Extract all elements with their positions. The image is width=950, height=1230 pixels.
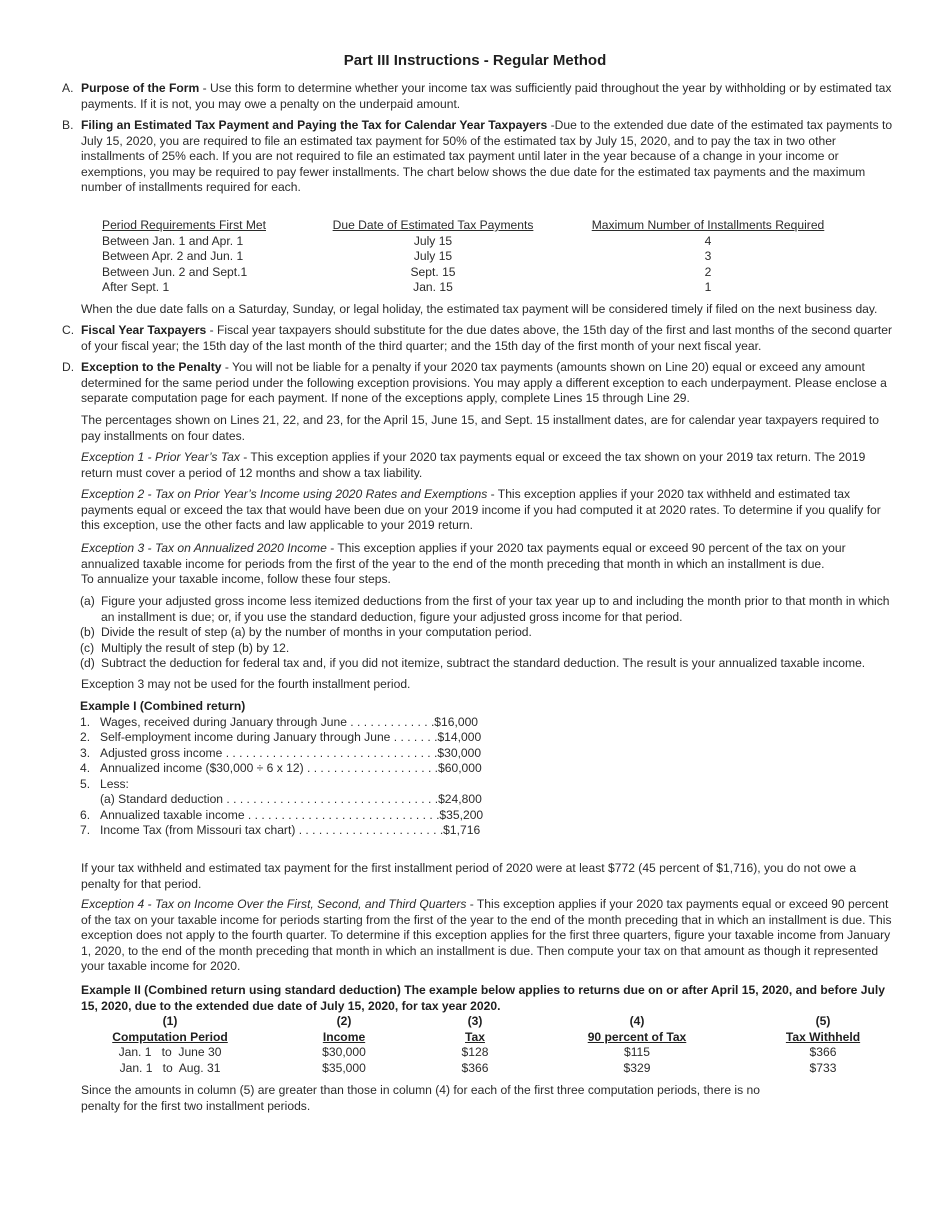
exception-4-text: - This exception applies if your 2020 tax payments equal or exceed 90 percent of the tax on your taxable income for periods starting from the first of the year to the end of the month preceding that in which an installment is due. This exception does not apply to the fourth quarter. To determine if this exception applies for the first three quarters, figure your taxable income from January 1, 2020, to the end of the month preceding that month in which an installment is due. Then compute your tax on that amount as though it represented your taxable income for 2020. (81, 897, 892, 973)
section-c-label: C. (62, 323, 75, 337)
table-row (80, 1061, 880, 1077)
table-cell: 3 (704, 249, 712, 263)
example-1-note: If your tax withheld and estimated tax payment for the first installment period of 2020 were at least $772 (45 percent of $1,716), you do not owe a penalty for that period. (81, 861, 857, 891)
section-d-heading: Exception to the Penalty (81, 360, 222, 374)
table-cell: Jan. 1 to Aug. 31 (119, 1060, 221, 1075)
table-cell: Between Jun. 2 and Sept.1 (102, 264, 248, 279)
list-item (80, 625, 894, 641)
annualize-steps (80, 594, 894, 672)
table-header-row (102, 218, 862, 234)
line-text: (a) Standard deduction . . . . . . . . . . . . . . . . . . . . . . . . . . . . . . . .$24,800 (100, 792, 482, 806)
table-cell: $329 (623, 1060, 651, 1075)
column-number: (3) (467, 1014, 483, 1028)
list-item (80, 746, 520, 762)
list-item (80, 715, 520, 731)
line-text: Annualized taxable income . . . . . . . . . . . . . . . . . . . . . . . . . . . . .$35,200 (100, 807, 484, 822)
page-title: Part III Instructions - Regular Method (343, 52, 607, 69)
line-text: Adjusted gross income . . . . . . . . . . . . . . . . . . . . . . . . . . . . . . . .$30,000 (100, 745, 482, 760)
step-label: (c) (80, 640, 95, 655)
step-label: (b) (80, 625, 95, 639)
line-text: Wages, received during January through June . . . . . . . . . . . . .$16,000 (100, 714, 479, 729)
table-cell: July 15 (413, 233, 453, 248)
table-row (102, 249, 862, 265)
example-2-title (81, 983, 894, 1014)
exception-3-steps-intro: To annualize your taxable income, follow these four steps. (81, 572, 391, 586)
exception-3 (81, 541, 894, 588)
line-number: 6. (80, 807, 91, 822)
line-text: Income Tax (from Missouri tax chart) . . . . . . . . . . . . . . . . . . . . . .$1,716 (100, 823, 481, 837)
line-number: 7. (80, 823, 91, 837)
step-label: (a) (80, 594, 95, 608)
line-text: Less: (100, 776, 129, 791)
list-item (80, 656, 894, 672)
section-b-heading: Filing an Estimated Tax Payment and Paying the Tax for Calendar Year Taxpayers (81, 118, 548, 132)
exception-1-text: - This exception applies if your 2020 tax payments equal or exceed the tax shown on your 2019 tax return. The 2019 return must cover a period of 12 months and show a tax liability. (81, 450, 866, 480)
list-item (80, 594, 894, 625)
exception-2-text: - This exception applies if your 2020 tax withheld and estimated tax payments equal or exceed the tax that would have been due on your 2019 income if you had computed it at 2020 rates. To determine if you qualify for this exception, use the other facts and law applicable to your 2019 return. (81, 487, 881, 532)
table-cell: July 15 (413, 249, 453, 263)
exception-2 (81, 487, 894, 534)
table-cell: Jan. 1 to June 30 (118, 1045, 222, 1059)
table-header-row (80, 1030, 880, 1046)
table-row (102, 234, 862, 250)
step-text: Multiply the result of step (b) by 12. (101, 640, 290, 655)
exception-4 (81, 897, 894, 975)
table-cell: $366 (461, 1060, 489, 1075)
column-header: Maximum Number of Installments Required (591, 218, 825, 232)
table-cell: Sept. 15 (410, 264, 456, 279)
list-item (80, 792, 520, 808)
exception-3-note: Exception 3 may not be used for the fourth installment period. (81, 677, 411, 691)
section-d (62, 360, 894, 407)
list-item (80, 761, 520, 777)
column-number: (4) (629, 1014, 645, 1028)
line-number: 3. (80, 745, 91, 760)
section-a-heading: Purpose of the Form (81, 81, 200, 95)
line-text: Self-employment income during January through June . . . . . . .$14,000 (100, 730, 482, 744)
section-c-text: - Fiscal year taxpayers should substitute for the due dates above, the 15th day of the first and last months of the second quarter of your fiscal year; the 15th day of the last month of the third quarter; and the 15th day of the first month of your next fiscal year. (81, 323, 893, 353)
table-cell: After Sept. 1 (102, 280, 170, 294)
list-item (80, 777, 520, 793)
table-cell: Between Apr. 2 and Jun. 1 (102, 249, 244, 263)
due-date-table (102, 218, 862, 296)
table-row (102, 265, 862, 281)
list-item (80, 641, 894, 657)
exception-1 (81, 450, 894, 481)
exception-3-heading: Exception 3 - Tax on Annualized 2020 Income (81, 541, 327, 555)
list-item (80, 823, 520, 839)
table-cell: Jan. 15 (413, 280, 453, 294)
exception-2-heading: Exception 2 - Tax on Prior Year’s Income using 2020 Rates and Exemptions (81, 487, 488, 501)
table-cell: 2 (704, 264, 712, 279)
example-1-title: Example I (Combined return) (80, 699, 246, 713)
line-number: 5. (80, 776, 91, 791)
table-cell: $128 (461, 1045, 489, 1059)
step-text: Subtract the deduction for federal tax and, if you did not itemize, subtract the standard deduction. The result is your annualized taxable income. (101, 656, 866, 670)
list-item (80, 808, 520, 824)
table-row (102, 280, 862, 296)
example-2-table (80, 1014, 880, 1076)
step-text: Divide the result of step (a) by the number of months in your computation period. (101, 625, 532, 639)
section-d-label: D. (62, 360, 75, 374)
section-a (62, 81, 894, 112)
table-row (80, 1045, 880, 1061)
weekend-note: When the due date falls on a Saturday, Sunday, or legal holiday, the estimated tax payment will be considered timely if filed on the next business day. (81, 302, 878, 316)
example-2-note: Since the amounts in column (5) are greater than those in column (4) for each of the first three computation periods, there is no penalty for the first two installment periods. (81, 1083, 760, 1113)
table-cell: $366 (809, 1045, 837, 1059)
section-a-label: A. (62, 81, 74, 95)
line-number: 4. (80, 761, 91, 775)
column-header: 90 percent of Tax (587, 1029, 687, 1044)
example-2-title-text: Example II (Combined return using standard deduction) The example below applies to returns due on or after April 15, 2020, and before July 15, 2020, due to the extended due date of July 15, 2020, for tax year 2020. (81, 983, 885, 1013)
exception-4-heading: Exception 4 - Tax on Income Over the First, Second, and Third Quarters (81, 897, 467, 911)
table-cell: $115 (623, 1045, 650, 1059)
table-cell: $35,000 (322, 1060, 366, 1075)
section-d-text: - You will not be liable for a penalty if your 2020 tax payments (amounts shown on Line 20) equal or exceed any amount determined for the same period under the following exception provisions. You may apply a different exception to each underpayment. Please enclose a separate computation page for each payment. If none of the exceptions apply, complete Lines 15 through Line 29. (81, 360, 887, 405)
list-item (80, 730, 520, 746)
exception-3-text: - This exception applies if your 2020 tax payments equal or exceed 90 percent of the tax on your annualized taxable income for periods from the first of the year to the end of the month preceding that month in which an installment is due. (81, 541, 846, 571)
column-number: (2) (336, 1014, 352, 1028)
column-header: Computation Period (112, 1029, 228, 1044)
section-b-label: B. (62, 118, 74, 132)
exception-1-heading: Exception 1 - Prior Year’s Tax (81, 450, 240, 464)
section-c-heading: Fiscal Year Taxpayers (81, 323, 207, 337)
section-c (62, 323, 894, 354)
example-1 (80, 699, 520, 839)
table-cell: 4 (704, 233, 712, 248)
column-header: Period Requirements First Met (102, 218, 266, 232)
column-header: Due Date of Estimated Tax Payments (332, 218, 534, 232)
column-number: (1) (162, 1014, 178, 1028)
line-number: 2. (80, 730, 91, 744)
section-b (62, 118, 894, 196)
column-header: Tax (465, 1029, 485, 1044)
table-cell: Between Jan. 1 and Apr. 1 (102, 233, 244, 248)
table-cell: $733 (809, 1060, 837, 1075)
line-text: Annualized income ($30,000 ÷ 6 x 12) . . . . . . . . . . . . . . . . . . . .$60,000 (100, 761, 482, 775)
percentages-note: The percentages shown on Lines 21, 22, and 23, for the April 15, June 15, and Sept. 15 installment dates, are for calendar year taxpayers required to pay installments on four dates. (81, 413, 880, 443)
section-b-text: -Due to the extended due date of the estimated tax payments to July 15, 2020, you are required to file an estimated tax payment for 50% of the estimated tax by July 15, 2020, and to pay the tax in two other installments of 25% each. If you are not required to file an estimated tax payment until later in the year because of a change in your income or exemptions, you may be required to pay fewer installments. The chart below shows the due date for the estimated tax payments and the maximum number of installments required for each. (81, 118, 893, 194)
table-cell: 1 (704, 280, 712, 294)
line-number: 1. (80, 714, 91, 729)
column-header: Tax Withheld (785, 1029, 861, 1044)
step-label: (d) (80, 656, 95, 670)
table-cell: $30,000 (322, 1045, 366, 1059)
column-header: Income (322, 1029, 366, 1044)
section-a-text: - Use this form to determine whether your income tax was sufficiently paid throughout the year by withholding or by estimated tax payments. If it is not, you may owe a penalty on the underpaid amount. (81, 81, 892, 111)
column-number: (5) (815, 1014, 831, 1028)
table-header-row (80, 1014, 880, 1030)
step-text: Figure your adjusted gross income less itemized deductions from the first of your tax year up to and including the month prior to that month in which an installment is due; or, if you use the standard deduction, figure your adjusted gross income for that period. (101, 594, 890, 624)
